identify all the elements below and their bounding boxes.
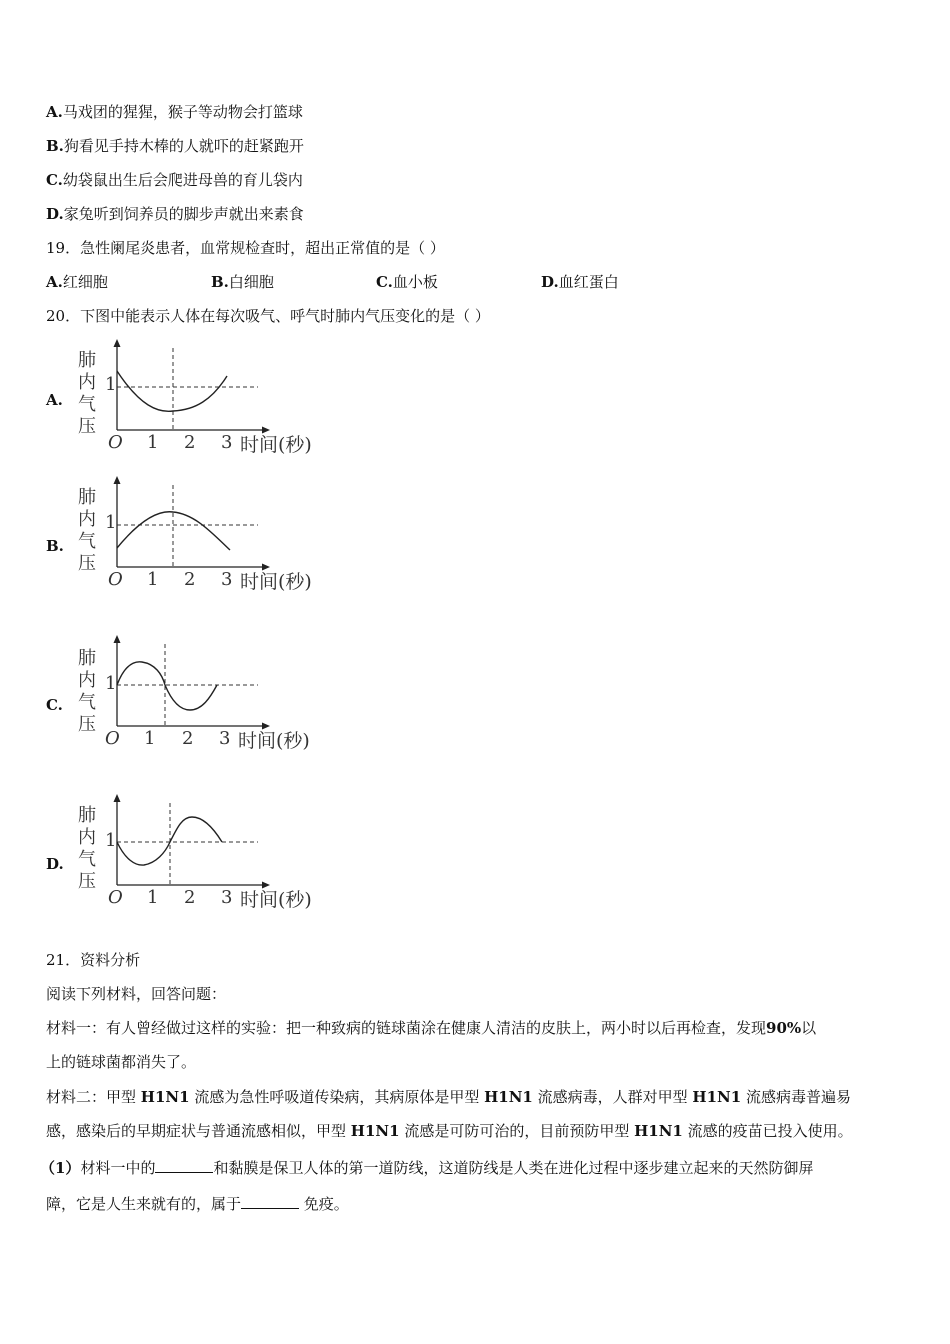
q19-option-d: D.血红蛋白 [541, 273, 619, 291]
y-label-char: 压 [78, 871, 96, 892]
y-label-char: 气 [78, 531, 96, 552]
q21-intro: 阅读下列材料，回答问题： [46, 985, 227, 1003]
text: 材料一：有人曾经做过这样的实验：把一种致病的链球菌涂在健康人清洁的皮肤上，两小时以后再检查，发现 [46, 1019, 767, 1037]
material-2-line-1: 材料二：甲型 H1N1 流感为急性呼吸道传染病，其病原体是甲型 H1N1 流感病毒，人群对甲型 H1N1 流感病毒普遍易 [46, 1088, 851, 1106]
q19-stem: 19．急性阑尾炎患者，血常规检查时，超出正常值的是（ ） [46, 239, 445, 257]
graph-a [70, 338, 340, 463]
q21-part-1-line-2: 障，它是人生来就有的，属于 免疫。 [46, 1195, 349, 1213]
x-unit-label: 时间(秒) [240, 571, 312, 593]
x-tick-1: 1 [147, 569, 159, 590]
material-2-line-2: 感，感染后的早期症状与普通流感相似，甲型 H1N1 流感是可防可治的，目前预防甲型 H1N1 流感的疫苗已投入使用。 [46, 1122, 853, 1140]
q18-option-b [46, 136, 304, 156]
x-tick-3: 3 [219, 728, 231, 749]
x-axis-arrow [262, 427, 270, 434]
option-text: 幼袋鼠出生后会爬进母兽的育儿袋内 [62, 171, 303, 189]
q21-title: 21．资料分析 [46, 951, 141, 969]
y-label-char: 内 [78, 509, 96, 530]
x-axis-arrow [262, 564, 270, 571]
graph-d [70, 793, 340, 918]
x-tick-3: 3 [221, 432, 233, 453]
x-tick-1: 1 [147, 432, 159, 453]
option-text: 马戏团的猩猩，猴子等动物会打篮球 [62, 103, 303, 121]
y-label-char: 肺 [78, 350, 96, 371]
x-unit-label: 时间(秒) [240, 889, 312, 911]
x-tick-2: 2 [184, 569, 196, 590]
text: 以 [801, 1019, 817, 1037]
option-letter: B. [46, 137, 64, 155]
y-axis-arrow [114, 794, 121, 802]
graph-a-label: A. [46, 391, 63, 409]
y-label-char: 压 [78, 714, 96, 735]
answer-blank[interactable] [241, 1194, 299, 1209]
option-letter: A. [46, 103, 63, 121]
option-letter: D. [46, 205, 64, 223]
x-tick-2: 2 [184, 432, 196, 453]
y-label-char: 内 [78, 827, 96, 848]
x-tick-3: 3 [221, 569, 233, 590]
q18-option-c [46, 170, 303, 190]
x-tick-2: 2 [184, 887, 196, 908]
q19-option-b: B.白细胞 [211, 273, 274, 291]
pressure-curve [117, 662, 217, 710]
origin-label: O [108, 887, 123, 908]
graph-c [70, 634, 340, 759]
graph-c-label: C. [46, 696, 63, 714]
part-number: （1） [40, 1159, 81, 1177]
material-1-line-1 [46, 1018, 816, 1038]
graph-d-label: D. [46, 855, 64, 873]
option-letter: C. [46, 171, 63, 189]
q19-option-c: C.血小板 [376, 273, 438, 291]
y-label-char: 气 [78, 394, 96, 415]
x-tick-1: 1 [147, 887, 159, 908]
y-label-char: 气 [78, 849, 96, 870]
q18-option-d [46, 204, 304, 224]
q21-part-1-line-1: （1）材料一中的 和黏膜是保卫人体的第一道防线，这道防线是人类在进化过程中逐步建立起来的天然防御屏 [40, 1159, 814, 1177]
graph-b-label: B. [46, 537, 64, 555]
y-tick-1: 1 [105, 512, 117, 533]
x-tick-2: 2 [182, 728, 194, 749]
option-text: 家兔听到饲养员的脚步声就出来素食 [63, 205, 304, 223]
y-label-char: 气 [78, 692, 96, 713]
y-tick-1: 1 [105, 673, 117, 694]
pressure-curve [117, 371, 227, 411]
y-tick-1: 1 [105, 374, 117, 395]
x-axis-arrow [262, 723, 270, 730]
answer-blank[interactable] [155, 1158, 213, 1173]
x-unit-label: 时间(秒) [238, 730, 310, 752]
q20-stem: 20．下图中能表示人体在每次吸气、呼气时肺内气压变化的是（ ） [46, 307, 490, 325]
q19-option-a: A.红细胞 [46, 273, 108, 291]
x-tick-3: 3 [221, 887, 233, 908]
y-axis-arrow [114, 339, 121, 347]
option-text: 狗看见手持木棒的人就吓的赶紧跑开 [63, 137, 304, 155]
y-label-char: 肺 [78, 805, 96, 826]
q18-option-a [46, 102, 303, 122]
y-label-char: 肺 [78, 648, 96, 669]
y-axis-arrow [114, 635, 121, 643]
origin-label: O [105, 728, 120, 749]
y-label-char: 内 [78, 670, 96, 691]
graph-b [70, 475, 340, 600]
y-label-char: 压 [78, 553, 96, 574]
x-unit-label: 时间(秒) [240, 434, 312, 456]
y-axis-arrow [114, 476, 121, 484]
origin-label: O [108, 432, 123, 453]
x-tick-1: 1 [144, 728, 156, 749]
material-1-line-2: 上的链球菌都消失了。 [46, 1053, 197, 1071]
y-label-char: 内 [78, 372, 96, 393]
y-tick-1: 1 [105, 830, 117, 851]
y-label-char: 压 [78, 416, 96, 437]
percent-value: 90% [766, 1019, 802, 1037]
x-axis-arrow [262, 882, 270, 889]
origin-label: O [108, 569, 123, 590]
q19-options [46, 272, 906, 292]
y-label-char: 肺 [78, 487, 96, 508]
